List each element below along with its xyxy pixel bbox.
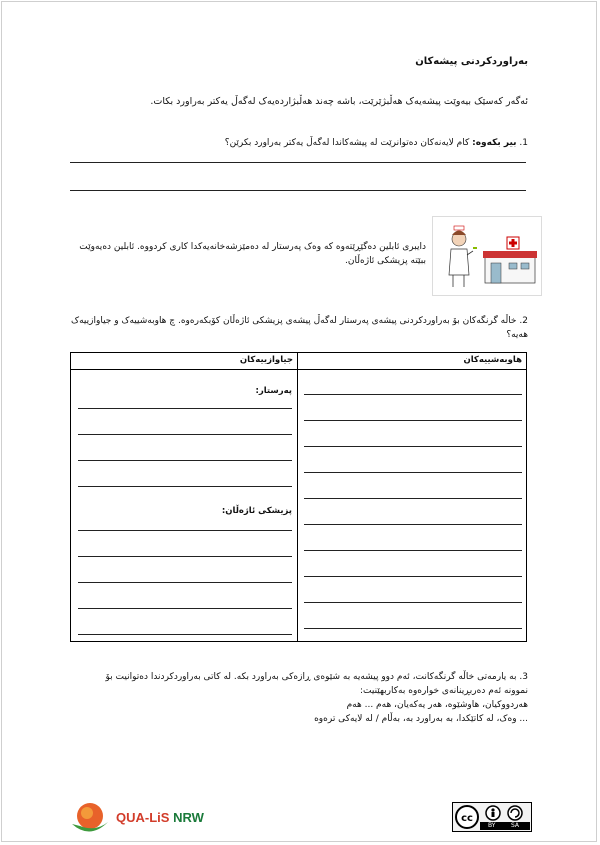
- similarities-column: [297, 352, 527, 642]
- question-1-number: 1.: [519, 138, 528, 148]
- question-3-number: 3.: [519, 672, 528, 682]
- nurse-illustration: [432, 216, 542, 296]
- similarities-line[interactable]: [304, 394, 522, 395]
- similarities-line[interactable]: [304, 602, 522, 603]
- vet-line[interactable]: [78, 530, 292, 531]
- intro-text: ئەگەر کەسێک بیەوێت پیشەیەک هەڵبژێرێت، باشە چەند هەڵبژاردەیەک لەگەڵ یەکتر بەراورد بکات.: [150, 96, 528, 107]
- question-3: [68, 670, 528, 726]
- similarities-line[interactable]: [304, 628, 522, 629]
- similarities-line[interactable]: [304, 498, 522, 499]
- license-sa: SA: [511, 822, 520, 829]
- answer-line[interactable]: [70, 162, 526, 163]
- similarities-line[interactable]: [304, 472, 522, 473]
- question-2-text: خاڵە گرنگەکان بۆ بەراوردکردنی پیشەی پەرستار لەگەڵ پیشەی پزیشکی ئاژەڵان کۆبکەرەوە. چ هاوبەشییەک و جیاوازییەک هەیە؟: [71, 316, 528, 340]
- vet-line[interactable]: [78, 556, 292, 557]
- vet-line[interactable]: [78, 582, 292, 583]
- question-3-line-2: نموونە ئەم دەربڕینانەی خوارەوە بەکاربهێنیت:: [360, 686, 528, 696]
- vet-subheading: پزیشکی ئاژەڵان:: [221, 506, 292, 516]
- differences-header: جیاوازییەکان: [71, 352, 297, 370]
- answer-line[interactable]: [70, 190, 526, 191]
- similarities-line[interactable]: [304, 550, 522, 551]
- svg-text:cc: cc: [461, 813, 473, 824]
- question-2-number: 2.: [519, 316, 528, 326]
- similarities-line[interactable]: [304, 524, 522, 525]
- question-1: [68, 136, 528, 150]
- similarities-line[interactable]: [304, 446, 522, 447]
- question-3-line-4: ... وەک، لە کاتێکدا، بە بەراورد بە، بەڵام / لە لایەکی ترەوە: [314, 714, 528, 724]
- logo-text-a: QUA-LiS: [116, 810, 170, 825]
- question-3-line-3: هەردووکیان، هاوشێوە، هەر یەکەیان، هەم ... هەم: [346, 700, 528, 710]
- worksheet-title: بەراوردکردنی پیشەکان: [415, 56, 528, 67]
- question-1-text: کام لایەنەکان دەتوانرێت لە پیشەکاندا لەگەڵ یەکتر بەراورد بکرێن؟: [224, 138, 470, 148]
- nurse-subheading: پەرستار:: [255, 386, 292, 396]
- similarities-line[interactable]: [304, 420, 522, 421]
- nurse-line[interactable]: [78, 408, 292, 409]
- qualis-logo-text: [116, 810, 204, 825]
- vet-line[interactable]: [78, 634, 292, 635]
- similarities-header: هاوبەشییەکان: [298, 352, 526, 370]
- story-caption: دایبری ئابلین دەگێڕێتەوە کە وەک پەرستار لە دەمێزشەخانەیەکدا کاری کردووە. ئابلین دەیەوێت ببێتە پزیشکی ئاژەڵان.: [79, 242, 426, 266]
- nurse-line[interactable]: [78, 460, 292, 461]
- cc-license-badge: [452, 802, 532, 832]
- question-3-line-1: [68, 670, 528, 684]
- question-3-text: بە یارمەتی خاڵە گرنگەکانت، ئەم دوو پیشەیە بە شێوەی ڕازەکی بەراورد بکە. لە کاتی بەراوردکردندا دەتوانیت بۆ: [105, 672, 517, 682]
- license-by: BY: [488, 822, 496, 829]
- nurse-line[interactable]: [78, 434, 292, 435]
- nurse-line[interactable]: [78, 486, 292, 487]
- vet-line[interactable]: [78, 608, 292, 609]
- similarities-line[interactable]: [304, 576, 522, 577]
- logo-text-b: NRW: [173, 810, 204, 825]
- qualis-logo-icon: [70, 800, 110, 836]
- question-1-label: بیر بکەوە:: [472, 138, 517, 148]
- question-2: [68, 314, 528, 342]
